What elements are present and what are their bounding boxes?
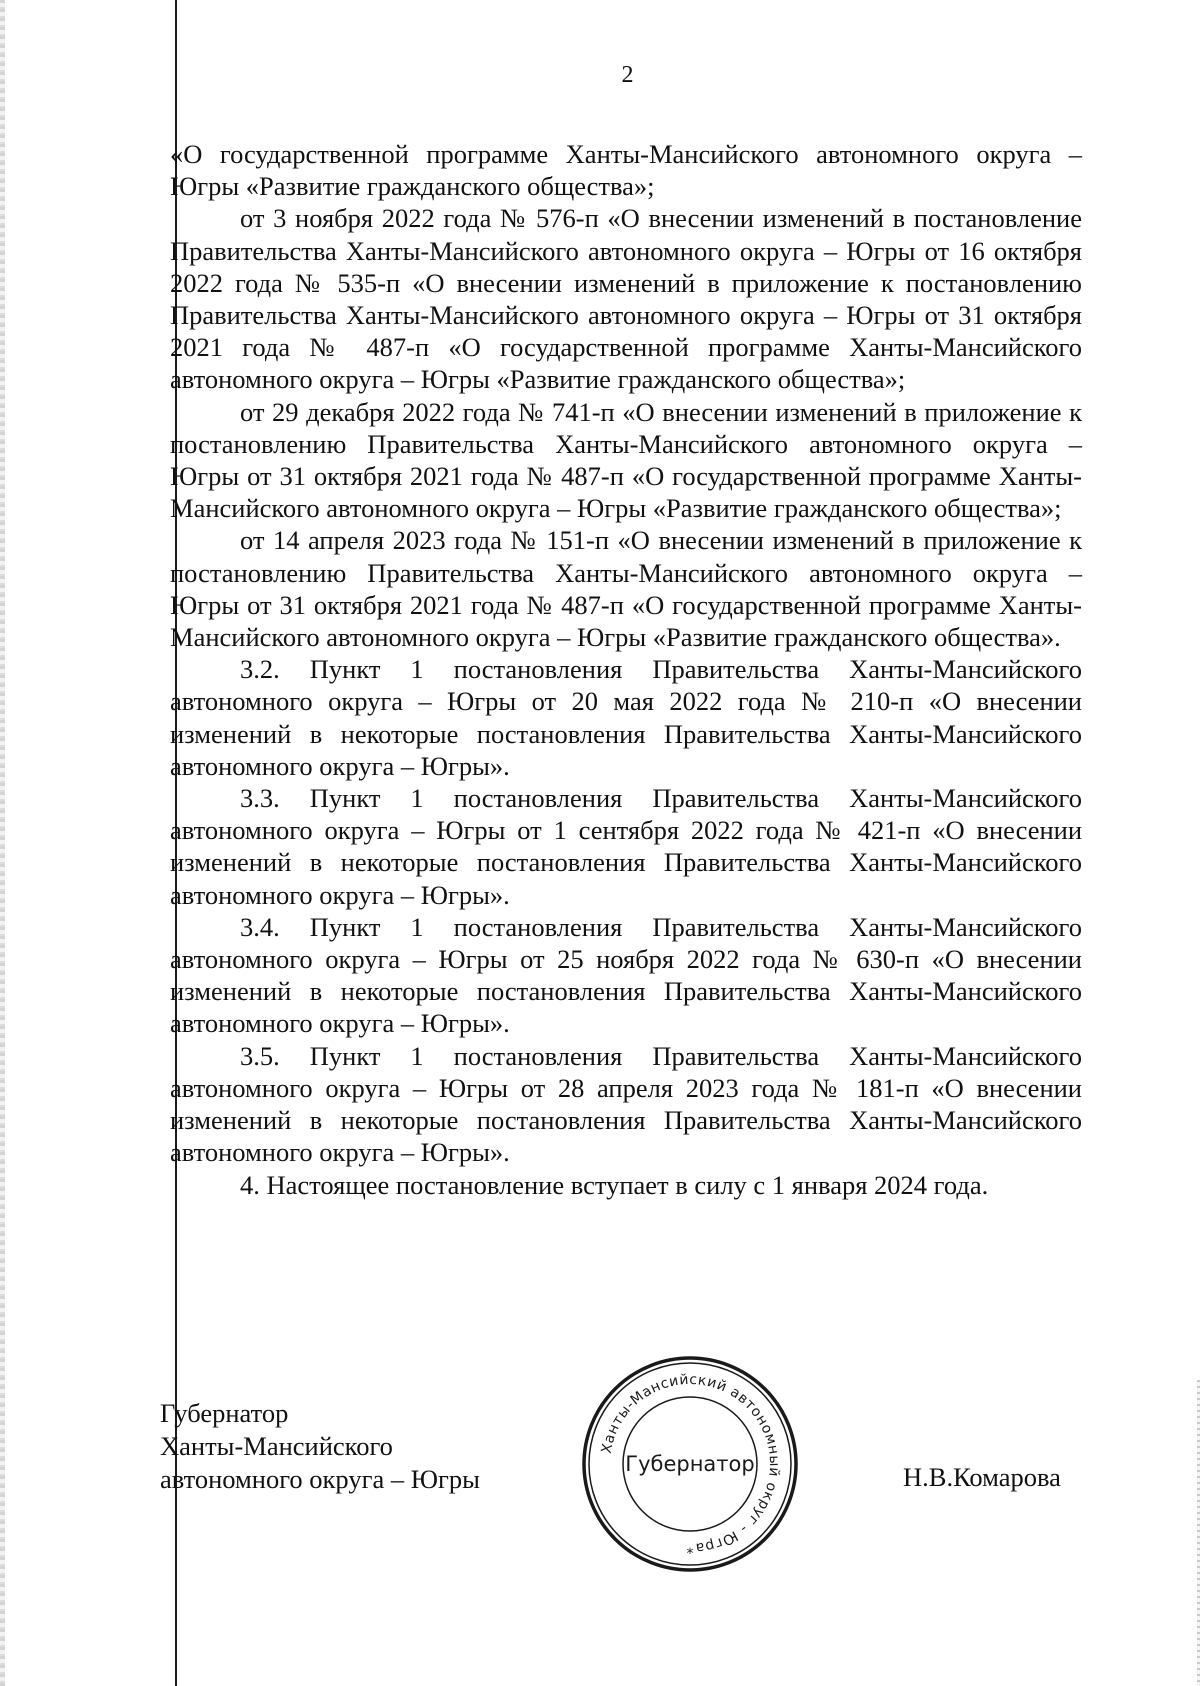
signature-line: Ханты-Мансийского <box>160 1431 393 1461</box>
page-number: 2 <box>621 62 634 88</box>
paragraph: «О государственной программе Ханты-Мансийского автономного округа – Югры «Развитие гражданского общества»; <box>170 139 1082 202</box>
official-seal-icon <box>579 1353 801 1575</box>
paragraph: 4. Настоящее постановление вступает в силу с 1 января 2024 года. <box>240 1169 989 1200</box>
scan-edge-left <box>0 0 5 1686</box>
seal-center-text: Губернатор <box>625 1452 755 1476</box>
signature-line: автономного округа – Югры <box>160 1464 480 1494</box>
seal-ring-text: Ханты-Мансийский автономный округ - Югра <box>598 1371 783 1556</box>
document-body <box>170 138 1082 1201</box>
paragraph: 3.5. Пункт 1 постановления Правительства Ханты-Мансийского автономного округа – Югры от 28 апреля 2023 года № 181-п «О внесении изменений в некоторые постановления Правительства Ханты-Мансийского автономного округа – Югры». <box>170 1040 1082 1168</box>
paragraph: от 14 апреля 2023 года № 151-п «О внесении изменений в приложение к постановлению Правительства Ханты-Мансийского автономного округа – Югры от 31 октября 2021 года № 487-п «О государственной программе Ханты-Мансийского автономного округа – Югры «Развитие гражданского общества». <box>170 525 1082 653</box>
paragraph: 3.4. Пункт 1 постановления Правительства Ханты-Мансийского автономного округа – Югры от 25 ноября 2022 года № 630-п «О внесении изменений в некоторые постановления Правительства Ханты-Мансийского автономного округа – Югры». <box>170 911 1082 1039</box>
paragraph: от 29 декабря 2022 года № 741-п «О внесении изменений в приложение к постановлению Правительства Ханты-Мансийского автономного округа – Югры от 31 октября 2021 года № 487-п «О государственной программе Ханты-Мансийского автономного округа – Югры «Развитие гражданского общества»; <box>170 396 1082 524</box>
paragraph: от 3 ноября 2022 года № 576-п «О внесении изменений в постановление Правительства Ханты-Мансийского автономного округа – Югры от 16 октября 2022 года № 535-п «О внесении изменений в приложение к постановлению Правительства Ханты-Мансийского автономного округа – Югры от 31 октября 2021 года № 487-п «О государственной программе Ханты-Мансийского автономного округа – Югры «Развитие гражданского общества»; <box>170 203 1082 395</box>
paragraph: 3.2. Пункт 1 постановления Правительства Ханты-Мансийского автономного округа – Югры от 20 мая 2022 года № 210-п «О внесении изменений в некоторые постановления Правительства Ханты-Мансийского автономного округа – Югры». <box>170 654 1082 781</box>
paragraph: 3.3. Пункт 1 постановления Правительства Ханты-Мансийского автономного округа – Югры от 1 сентября 2022 года № 421-п «О внесении изменений в некоторые постановления Правительства Ханты-Мансийского автономного округа – Югры». <box>170 783 1082 910</box>
signature-block <box>160 1397 480 1496</box>
signature-line: Губернатор <box>160 1398 289 1428</box>
seal-star: * <box>686 1546 694 1562</box>
signer-name: Н.В.Комарова <box>903 1462 1061 1492</box>
